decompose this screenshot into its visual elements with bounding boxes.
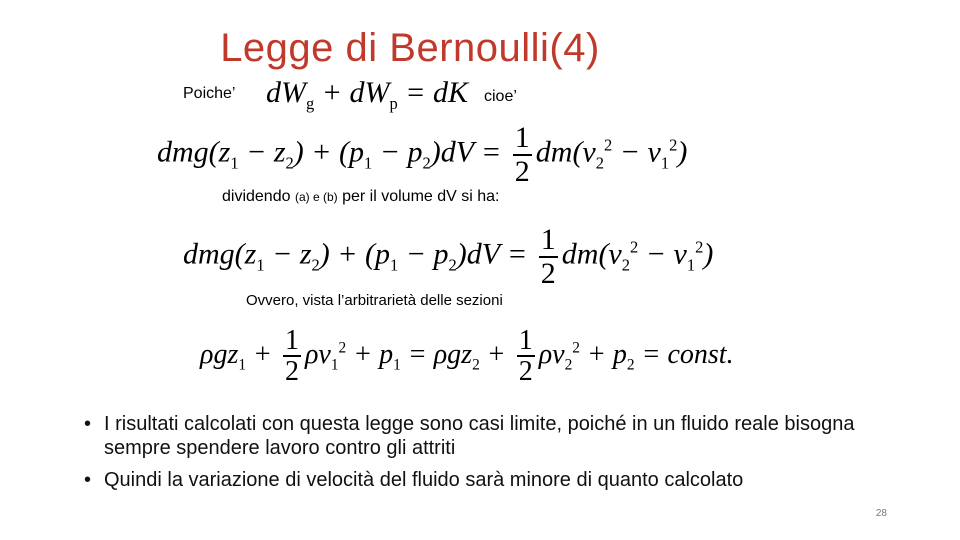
- bernoulli-equation: ρgz$_1$ + $\frac{1}{2}$ $\rho v_1^2 + p_1 = \rho gz_2$ + $\frac{1}{2}$ $\rho v_2^2 + p_2$ = const.: [200, 325, 734, 388]
- bullet-list: [84, 412, 864, 500]
- equation-work-energy: $dW_g + dW_p$ = dK: [266, 76, 468, 113]
- page-number: 28: [875, 508, 887, 519]
- equation-energy-balance: $dmg(z_1 - z_2) + (p_1 - p_2)dV$ = $\frac{1}{2}$ $dm(v_2^2 - v_1^2)$: [157, 121, 688, 188]
- dividing-text: dividendo (a) e (b) per il volume dV si ha:: [222, 188, 500, 205]
- equation-per-volume: $dmg(z_1 - z_2) + (p_1 - p_2)dV$ = $\frac{1}{2}$ $dm(v_2^2 - v_1^2)$: [183, 223, 714, 290]
- bullet-item: • Quindi la variazione di velocità del fluido sarà minore di quanto calcolato: [84, 468, 864, 492]
- cioe-label: cioe’: [484, 88, 517, 105]
- poiche-label: Poiche’: [183, 85, 236, 102]
- ovvero-text: Ovvero, vista l’arbitrarietà delle sezioni: [246, 292, 503, 309]
- slide-title: Legge di Bernoulli(4): [220, 26, 600, 70]
- bullet-item: • I risultati calcolati con questa legge sono casi limite, poiché in un fluido reale bisogna sempre spendere lavoro contro gli attriti: [84, 412, 864, 460]
